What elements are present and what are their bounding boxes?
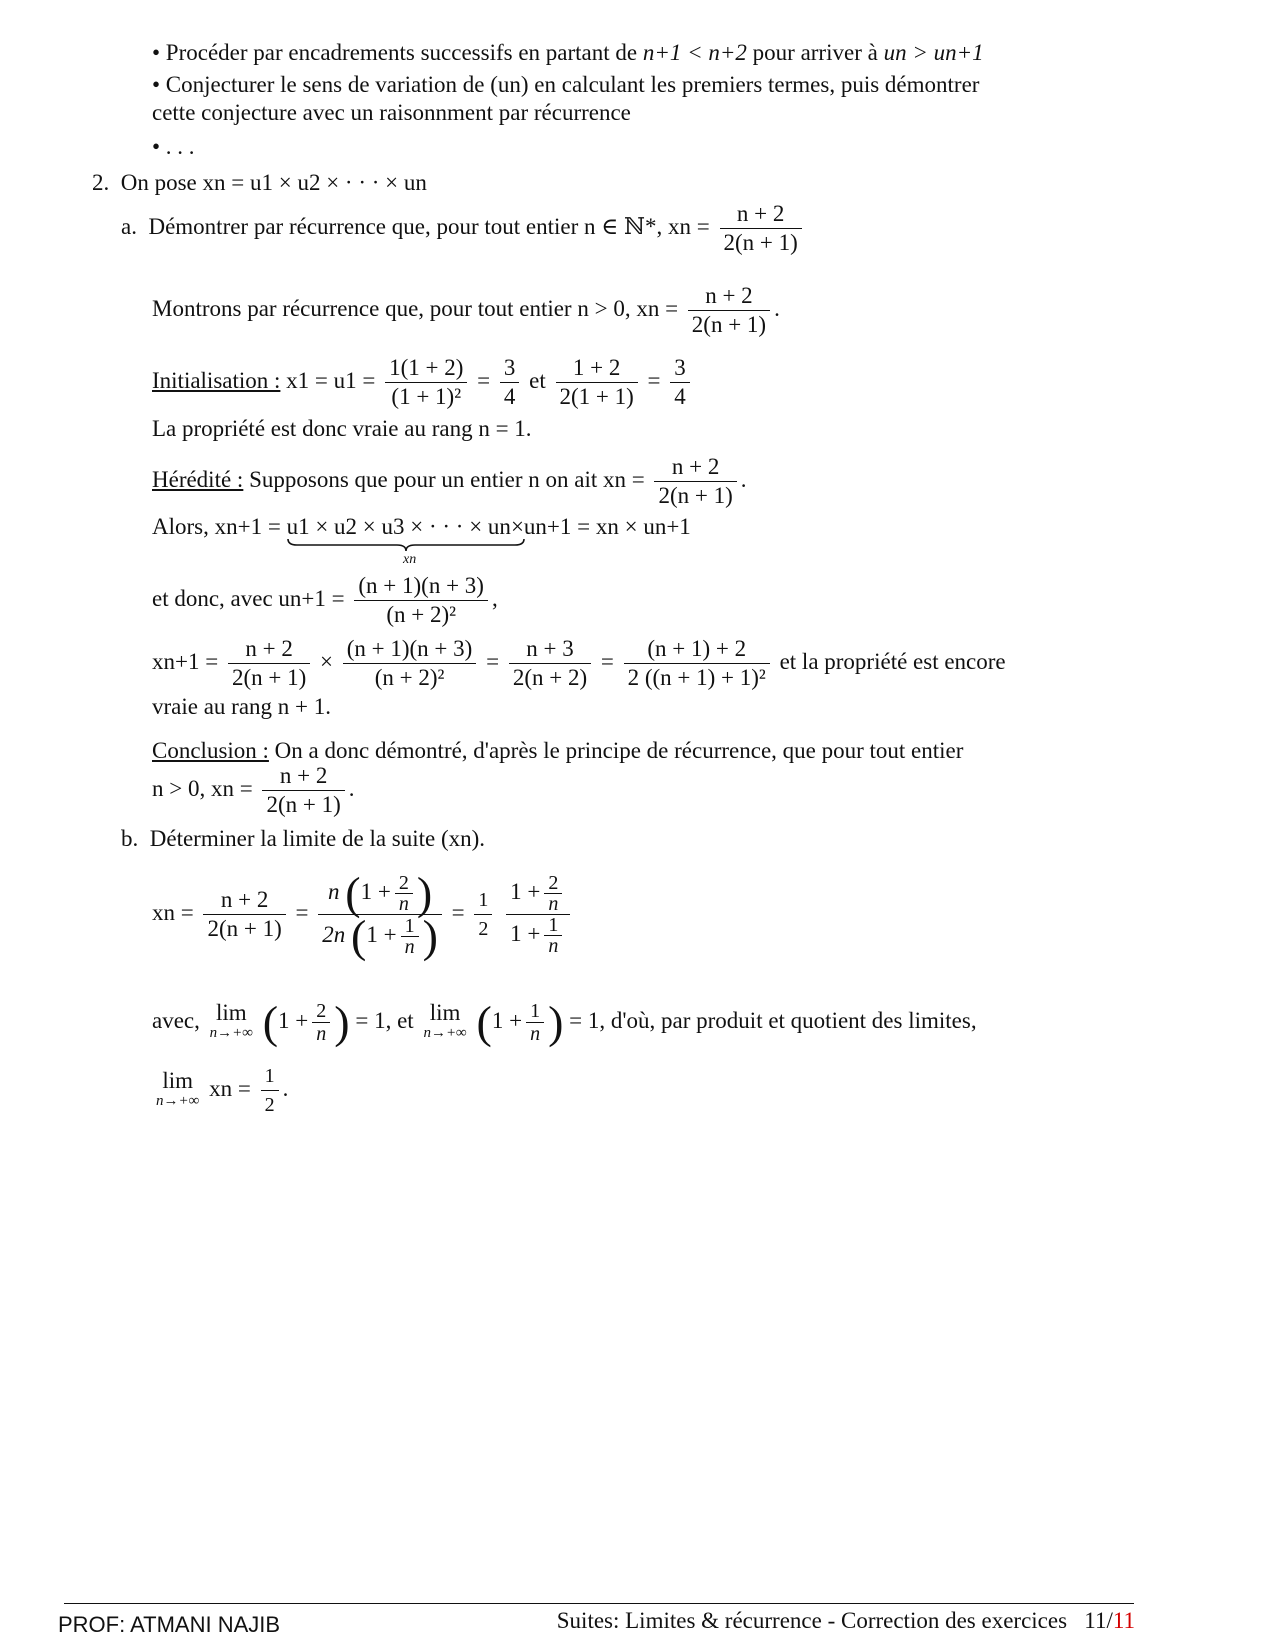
question-2: 2. On pose xn = u1 × u2 × · · · × un	[92, 170, 427, 195]
montrons: Montrons par récurrence que, pour tout entier n > 0, xn = $\frac{n + 2}{2(n + 1)}$ .	[152, 283, 780, 337]
init-conclusion: La propriété est donc vraie au rang n = 1.	[152, 416, 532, 441]
fraction-xn: $\frac{n + 2}{2(n + 1)}$	[720, 200, 802, 257]
page-number: 11/	[1084, 1608, 1113, 1633]
vraie-rang: vraie au rang n + 1.	[152, 694, 332, 719]
underbrace	[287, 538, 525, 552]
et-donc: et donc, avec un+1 = $\frac{(n + 1)(n + 3)}{\text{(n + 2)²}}$ ,	[152, 573, 498, 627]
limit-derivation: xn = $\frac{n + 2}{2(n + 1)}$ = n (1 + $\frac{2}{n}$ ) 2n (1 + $\frac{1}{n}$ ) = $\frac{1}{2}$ 1 + $\frac{2}{n}$ 1 + $\frac{1}{n}$	[152, 872, 574, 957]
question-2b: b. Déterminer la limite de la suite (xn).	[121, 826, 486, 851]
conclusion: Conclusion : On a donc démontré, d'après le principe de récurrence, que pour tout entier	[152, 738, 964, 763]
bullet-ellipsis: • . . .	[152, 134, 195, 159]
brace-label: xn	[403, 552, 417, 567]
conclusion-formula: n > 0, xn = $\frac{n + 2}{2(n + 1)}$ .	[152, 763, 355, 817]
initialisation: Initialisation : x1 = u1 = $\frac{1(1 + 2)}{\text{(1 + 1)²}}$ = $\frac{3}{4}$ et $\frac{1 + 2}{2(1 + 1)}$ = $\frac{3}{4}$	[152, 354, 694, 411]
footer-rule	[64, 1603, 1134, 1604]
page-total: 11	[1112, 1608, 1135, 1633]
footer-title: Suites: Limites & récurrence - Correction des exercices 11/11	[556, 1608, 1135, 1633]
xn1-calc: xn+1 = $\frac{n + 2}{2(n + 1)}$ × $\frac{(n + 1)(n + 3)}{\text{(n + 2)²}}$ = $\frac{n + 3}{2(n + 2)}$ = $\frac{(n + 1) + 2}{\text{2 ((n + 1) + 1)²}}$ et la propriété est encore	[152, 636, 1006, 690]
footer-author: PROF: ATMANI NAJIB	[58, 1612, 281, 1637]
bullet-conjecture-cont: cette conjecture avec un raisonnment par récurrence	[152, 100, 631, 125]
underbrace-group: u1 × u2 × u3 × · · · × un	[287, 512, 511, 542]
final-limit: lim n→+∞ xn = $\frac{1}{2}$ .	[152, 1062, 288, 1119]
bullet-encadrements: • Procéder par encadrements successifs en partant de n+1 < n+2 pour arriver à un > un+1	[152, 40, 984, 65]
heredite: Hérédité : Supposons que pour un entier n on ait xn = $\frac{n + 2}{2(n + 1)}$ .	[152, 454, 747, 508]
alors-line: Alors, xn+1 = u1 × u2 × u3 × · · · × un ×un+1 = xn × un+1	[152, 512, 691, 542]
question-2a: a. Démontrer par récurrence que, pour tout entier n ∈ ℕ*, xn = $\frac{n + 2}{2(n + 1)}$	[121, 200, 806, 257]
fraction-xn-2: $\frac{n + 2}{2(n + 1)}$	[688, 282, 770, 339]
bullet-conjecture: • Conjecturer le sens de variation de (un) en calculant les premiers termes, puis démontrer	[152, 72, 980, 97]
avec-limits: avec, lim n→+∞ (1 + $\frac{2}{n}$ ) = 1, et lim n→+∞ (1 + $\frac{1}{n}$ ) = 1, d'où, par produit et quotient des limites,	[152, 996, 977, 1048]
